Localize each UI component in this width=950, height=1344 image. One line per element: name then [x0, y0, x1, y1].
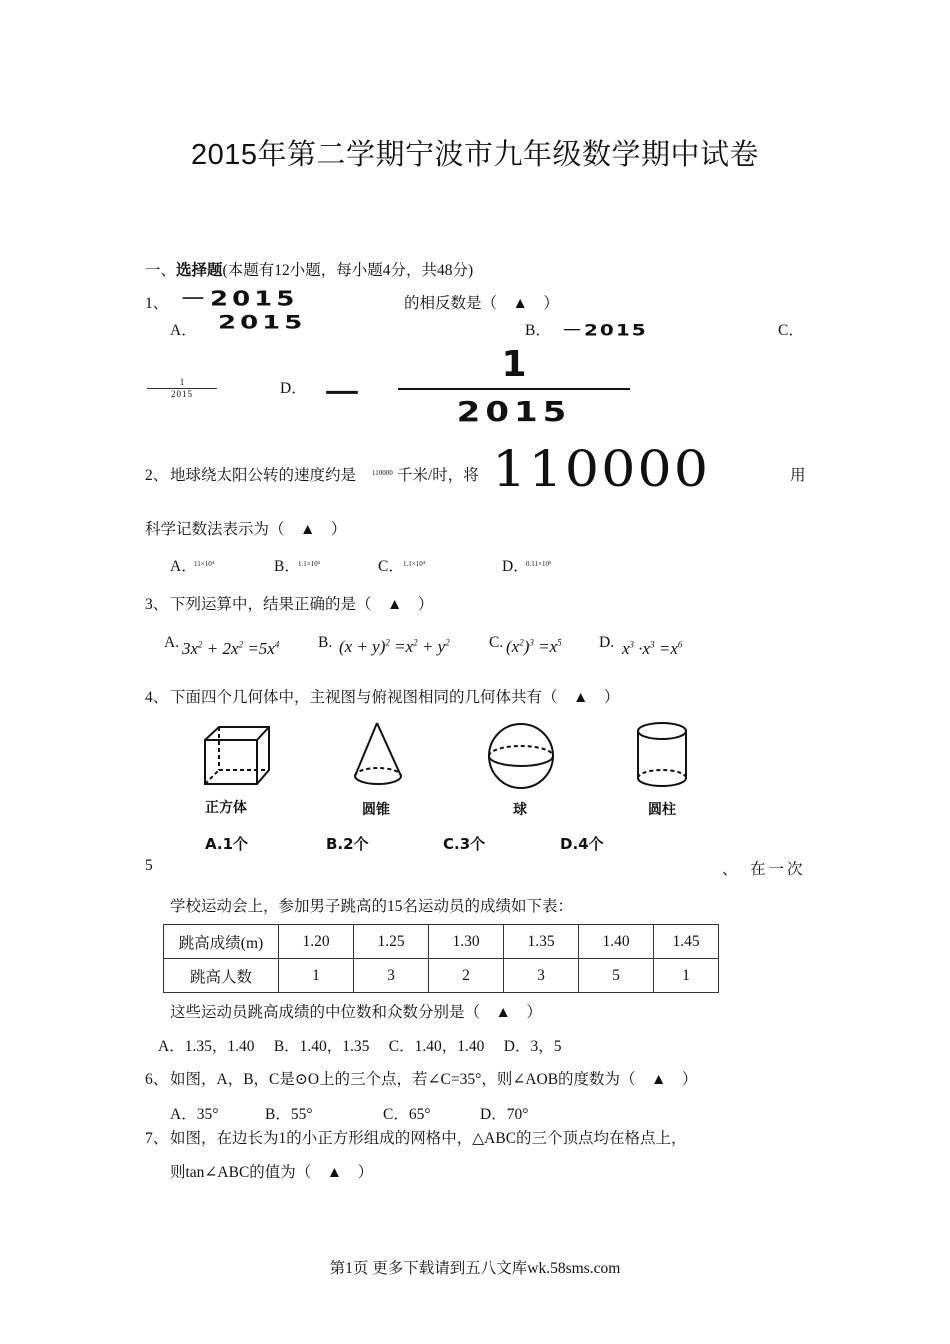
cylinder-solid	[638, 723, 686, 786]
q5-options: A．1.35，1.40 B．1.40，1.35 C．1.40，1.40 D．3，5	[158, 1038, 562, 1055]
q1-option-c-denominator: 2015	[171, 389, 193, 399]
q3-number: 3、	[145, 596, 169, 613]
q1-option-b-value: －2015	[562, 320, 648, 340]
q2-option-c-value: 1.1×10⁴	[403, 560, 426, 568]
q3-option-c-label: C.	[489, 634, 504, 651]
q3-option-d-label: D.	[599, 634, 615, 651]
table-cell: 1.35	[504, 925, 579, 959]
q2-stem-a: 地球绕太阳公转的速度约是	[170, 467, 357, 484]
q2-tiny-value: 110000	[372, 469, 393, 477]
q1-option-c-label: C．	[778, 322, 804, 339]
q4-option-a: A.1个	[205, 835, 249, 853]
page-title: 2015年第二学期宁波市九年级数学期中试卷	[190, 139, 759, 171]
q2-number: 2、	[145, 467, 169, 484]
section-rest: (本题有12小题，每小题4分，共48分)	[222, 262, 474, 279]
table-cell: 1.45	[654, 925, 719, 959]
q3-stem: 下列运算中，结果正确的是（ ▲ ）	[170, 596, 434, 613]
q2-option-b-label: B．	[274, 558, 300, 575]
table-cell: 1.30	[429, 925, 504, 959]
q1-option-d-label: D．	[280, 380, 307, 397]
q3-option-a-expression: $3x^2 + 2x^2 =5x^4$	[182, 639, 280, 658]
table-cell: 1	[654, 959, 719, 993]
q2-option-d-label: D．	[502, 558, 529, 575]
q1-option-a-value: 2015	[218, 312, 307, 334]
q2-big-value: 110000	[492, 440, 711, 498]
q4-option-b: B.2个	[326, 835, 369, 853]
q2-stem-c: 用	[790, 467, 806, 484]
table-cell: 1.25	[354, 925, 429, 959]
shape-label-cone: 圆锥	[362, 802, 390, 818]
table-row	[164, 925, 719, 959]
page-footer: 第1页 更多下载请到五八文库wk.58sms.com	[329, 1260, 621, 1277]
table-cell: 1.20	[279, 925, 354, 959]
q1-expression: －2015	[180, 287, 299, 312]
q1-option-c-fraction	[147, 378, 217, 399]
q5-question: 这些运动员跳高成绩的中位数和众数分别是（ ▲ ）	[170, 1004, 542, 1021]
table-header-cell: 跳高成绩(m)	[164, 925, 279, 959]
q2-option-a-label: A．	[170, 558, 197, 575]
q5-number: 5	[145, 857, 153, 874]
q6-option-a: A．35°	[170, 1106, 219, 1123]
table-cell: 2	[429, 959, 504, 993]
fraction-bar	[398, 388, 630, 390]
section-prefix: 一、	[145, 262, 177, 279]
q3-option-b-label: B.	[318, 634, 333, 651]
table-row	[164, 959, 719, 993]
shape-label-sphere: 球	[513, 802, 527, 818]
q2-stem-b: 千米/时，将	[397, 467, 479, 484]
cube-solid	[205, 727, 269, 784]
cone-solid	[355, 723, 401, 784]
q6-stem: 如图，A，B，C是⊙O上的三个点，若∠C=35°，则∠AOB的度数为（ ▲ ）	[170, 1071, 698, 1088]
shape-label-cylinder: 圆柱	[648, 802, 676, 818]
q1-number: 1、	[145, 295, 169, 312]
table-cell: 5	[579, 959, 654, 993]
q2-option-a-value: 11×10⁴	[194, 560, 215, 568]
q1-option-d-numerator: 1	[501, 344, 527, 385]
section-bold: 选择题	[176, 262, 223, 279]
q4-stem: 下面四个几何体中，主视图与俯视图相同的几何体共有（ ▲ ）	[170, 689, 620, 706]
q7-line1: 如图，在边长为1的小正方形组成的网格中，△ABC的三个顶点均在格点上，	[170, 1130, 687, 1147]
q5-results-table	[163, 924, 719, 993]
q6-number: 6、	[145, 1071, 169, 1088]
q6-option-d: D．70°	[480, 1106, 529, 1123]
q1-option-d-fraction	[398, 345, 630, 430]
q2-option-c-label: C．	[378, 558, 404, 575]
q4-option-d: D.4个	[560, 835, 604, 853]
q3-option-c-expression: $(x^2)^3 =x^5$	[506, 637, 562, 656]
q5-stem-end: 在一次	[750, 861, 806, 878]
q4-option-c: C.3个	[443, 835, 486, 853]
q6-option-c: C．65°	[383, 1106, 431, 1123]
q5-stem-line2: 学校运动会上，参加男子跳高的15名运动员的成绩如下表：	[170, 898, 574, 915]
q3-option-a-label: A.	[164, 634, 180, 651]
table-header-cell: 跳高人数	[164, 959, 279, 993]
q2-option-d-value: 0.11×10⁶	[526, 560, 552, 568]
q2-option-b-value: 1.1×10⁵	[298, 560, 321, 568]
table-cell: 1	[279, 959, 354, 993]
q3-option-d-expression: $x^3 \cdot x^3 =x^6$	[622, 639, 683, 658]
q1-option-c-numerator: 1	[179, 377, 185, 387]
q1-option-d-denominator: 2015	[456, 395, 572, 429]
q2-stem-line2: 科学记数法表示为（ ▲ ）	[145, 521, 347, 538]
section-heading	[145, 258, 473, 280]
q7-number: 7、	[145, 1130, 169, 1147]
table-cell: 1.40	[579, 925, 654, 959]
q5-separator: 、	[722, 861, 738, 878]
q1-option-a-label: A．	[170, 322, 197, 339]
table-cell: 3	[354, 959, 429, 993]
q7-line2: 则tan∠ABC的值为（ ▲ ）	[170, 1164, 374, 1181]
q4-solids-figure	[195, 718, 715, 798]
q1-option-d-minus: －	[322, 371, 366, 417]
shape-label-cube: 正方体	[205, 800, 247, 816]
sphere-solid	[489, 724, 553, 788]
q6-option-b: B．55°	[265, 1106, 313, 1123]
q3-option-b-expression: $(x + y)^2 =x^2 + y^2$	[339, 637, 450, 656]
table-cell: 3	[504, 959, 579, 993]
q1-option-b-label: B．	[525, 322, 551, 339]
q1-stem: 的相反数是（ ▲ ）	[404, 295, 559, 312]
q4-number: 4、	[145, 689, 169, 706]
